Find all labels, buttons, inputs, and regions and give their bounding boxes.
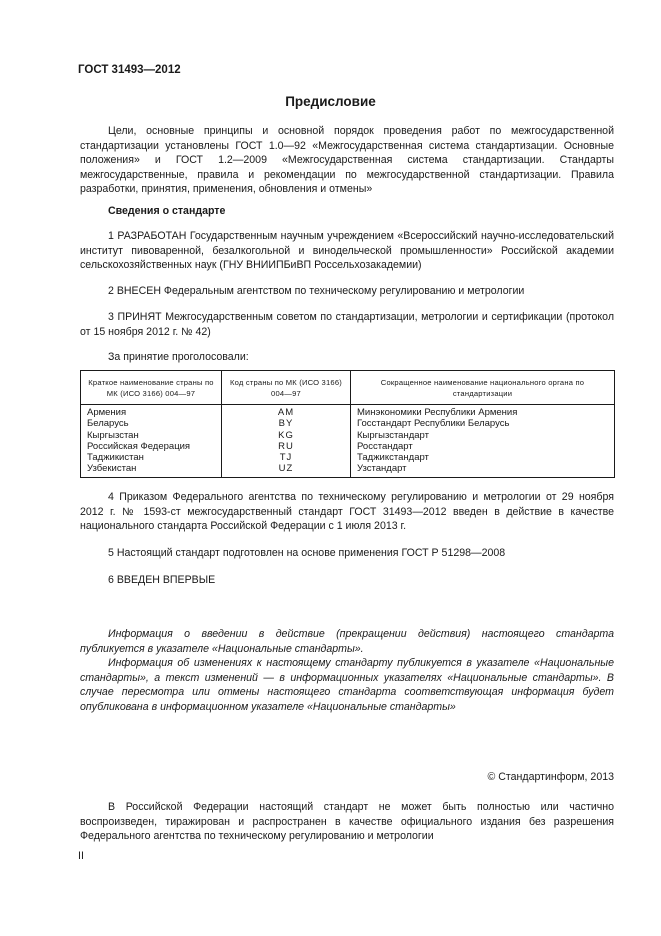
item-submitted: 2 ВНЕСЕН Федеральным агентством по техническому регулированию и метрологии: [108, 285, 525, 297]
table-row: [81, 441, 615, 452]
country-cell: Российская Федерация: [81, 441, 222, 452]
standard-info-heading: Сведения о стандарте: [108, 205, 226, 217]
item-enacted: 4 Приказом Федерального агентства по техническому регулированию и метрологии от 29 ноября 2012 г. № 1593-ст межгосударственный стандарт ГОСТ 31493—2012 введен в действие в качестве национального стандарта Российской Федерации с 1 июля 2013 г.: [80, 491, 614, 532]
country-cell: Кыргызстан: [81, 430, 222, 441]
intro-paragraph: Цели, основные принципы и основной порядок проведения работ по межгосударственной стандартизации установлены ГОСТ 1.0—92 «Межгосударственная система стандартизации. Основные положения» и ГОСТ 1.2—2009 «Межгосударственная система стандартизации. Стандарты межгосударственные, правила и рекомендации по межгосударственной стандартизации. Правила разработки, принятия, применения, обновления и отмены»: [80, 125, 614, 195]
code-cell: RU: [222, 441, 351, 452]
code-cell: KG: [222, 430, 351, 441]
column-header-body: Сокращенное наименование национального органа по стандартизации: [351, 371, 615, 405]
info-paragraph-publication: Информация о введении в действие (прекращении действия) настоящего стандарта публикуется в указателе «Национальные стандарты».: [80, 628, 614, 655]
item-adopted: 3 ПРИНЯТ Межгосударственным советом по стандартизации, метрологии и сертификации (протокол от 15 ноября 2012 г. № 42): [80, 311, 614, 338]
body-cell: Минэкономики Республики Армения: [351, 405, 615, 419]
code-cell: BY: [222, 418, 351, 429]
body-cell: Росстандарт: [351, 441, 615, 452]
table-row: [81, 430, 615, 441]
country-cell: Армения: [81, 405, 222, 419]
country-cell: Беларусь: [81, 418, 222, 429]
item-introduced: 6 ВВЕДЕН ВПЕРВЫЕ: [108, 574, 216, 586]
page-number: II: [78, 850, 84, 862]
body-cell: Узстандарт: [351, 463, 615, 477]
page-title: Предисловие: [285, 94, 376, 109]
table-row: [81, 405, 615, 419]
voting-table: [80, 370, 615, 478]
column-header-code: Код страны по МК (ИСО 3166) 004—97: [222, 371, 351, 405]
item-developed: 1 РАЗРАБОТАН Государственным научным учреждением «Всероссийский научно-исследовательский институт пивоваренной, безалкогольной и винодельческой промышленности» Российской академии сельскохозяйственных наук (ГНУ ВНИИПБиВП Россельхозакадемии): [80, 230, 614, 271]
code-cell: UZ: [222, 463, 351, 477]
body-cell: Госстандарт Республики Беларусь: [351, 418, 615, 429]
vote-label: За принятие проголосовали:: [108, 351, 249, 363]
item-based-on: 5 Настоящий стандарт подготовлен на основе применения ГОСТ Р 51298—2008: [108, 547, 506, 559]
code-cell: TJ: [222, 452, 351, 463]
country-cell: Таджикистан: [81, 452, 222, 463]
copyright-notice: © Стандартинформ, 2013: [487, 771, 614, 783]
table-row: [81, 418, 615, 429]
legal-notice: В Российской Федерации настоящий стандарт не может быть полностью или частично воспроизведен, тиражирован и распространен в качестве официального издания без разрешения Федерального агентства по техническому регулированию и метрологии: [80, 801, 614, 842]
table-row: [81, 452, 615, 463]
info-paragraph-changes: Информация об изменениях к настоящему стандарту публикуется в указателе «Национальные стандарты», а текст изменений — в информационных указателях «Национальные стандарты». В случае пересмотра или отмены настоящего стандарта соответствующая информация будет опубликована в информационном указателе «Национальные стандарты»: [80, 657, 614, 713]
country-cell: Узбекистан: [81, 463, 222, 477]
body-cell: Таджикстандарт: [351, 452, 615, 463]
column-header-country: Краткое наименование страны по МК (ИСО 3166) 004—97: [81, 371, 222, 405]
code-cell: AM: [222, 405, 351, 419]
body-cell: Кыргызстандарт: [351, 430, 615, 441]
table-header-row: [81, 371, 615, 405]
document-code-header: ГОСТ 31493—2012: [78, 64, 181, 76]
table-row: [81, 463, 615, 477]
